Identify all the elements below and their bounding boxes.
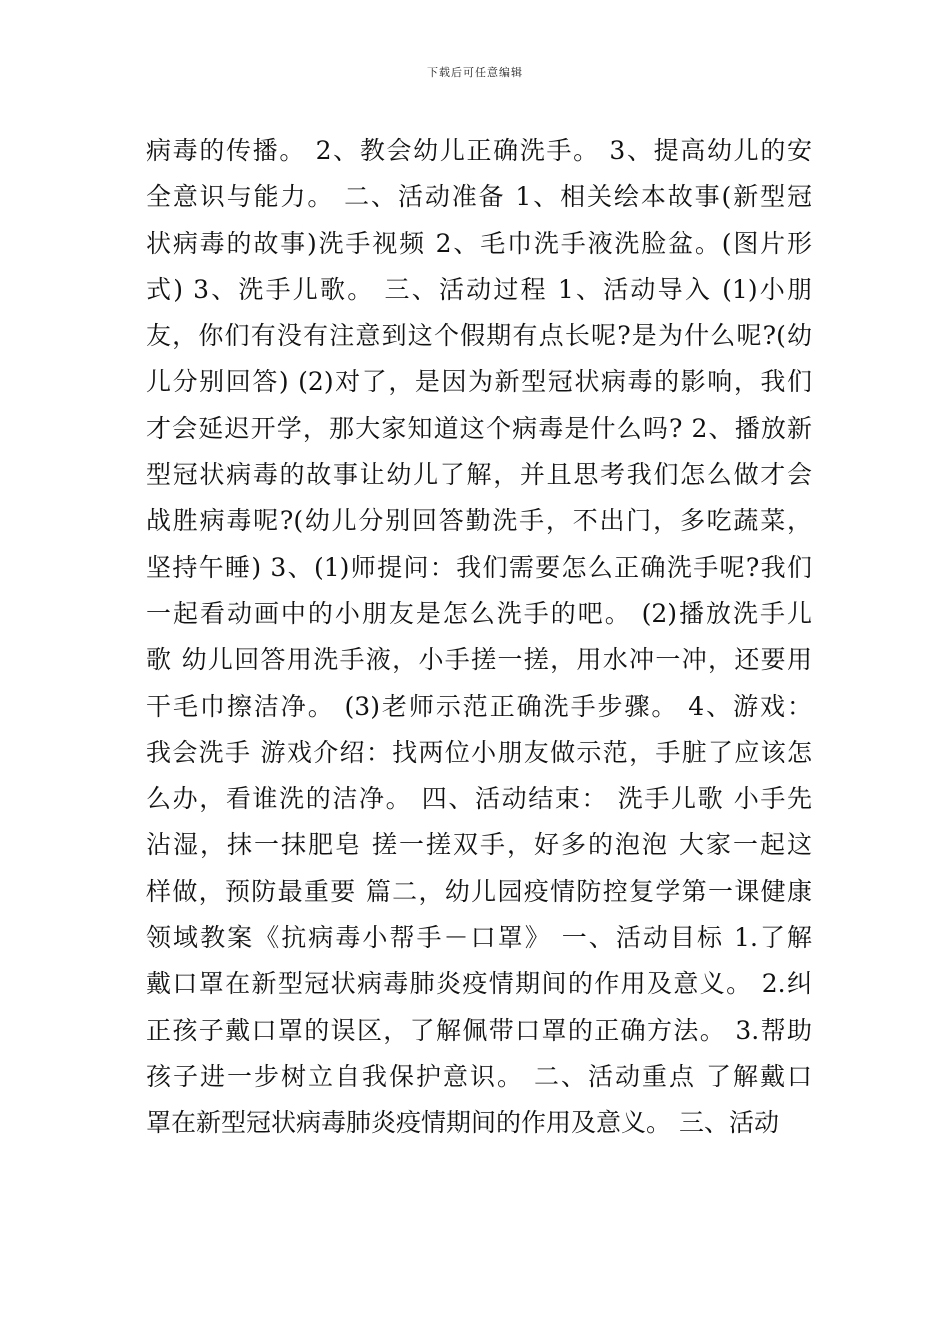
text-line-12: 歌 幼儿回答用洗手液，小手搓一搓，用水冲一冲，还要用 [146, 645, 812, 675]
text-line-11: 一起看动画中的小朋友是怎么洗手的吧。 (2)播放洗手儿 [146, 598, 812, 628]
text-line-5: 友，你们有没有注意到这个假期有点长呢?是为什么呢?(幼 [146, 321, 812, 351]
text-line-15: 么办，看谁洗的洁净。 四、活动结束： 洗手儿歌 小手先 [146, 784, 812, 814]
text-line-20: 正孩子戴口罩的误区，了解佩带口罩的正确方法。 3.帮助 [146, 1015, 812, 1045]
text-line-13: 干毛巾擦洁净。 (3)老师示范正确洗手步骤。 4、游戏： [146, 691, 812, 721]
text-line-3: 状病毒的故事)洗手视频 2、毛巾洗手液洗脸盆。(图片形 [146, 228, 812, 258]
text-line-9: 战胜病毒呢?(幼儿分别回答勤洗手，不出门，多吃蔬菜， [146, 506, 812, 536]
text-line-18: 领域教案《抗病毒小帮手－口罩》 一、活动目标 1.了解 [146, 923, 812, 953]
text-line-17: 样做，预防最重要 篇二，幼儿园疫情防控复学第一课健康 [146, 876, 812, 906]
document-body [146, 128, 812, 1147]
text-line-14: 我会洗手 游戏介绍：找两位小朋友做示范，手脏了应该怎 [146, 737, 812, 767]
text-line-2: 全意识与能力。 二、活动准备 1、相关绘本故事(新型冠 [146, 182, 812, 212]
text-line-8: 型冠状病毒的故事让幼儿了解，并且思考我们怎么做才会 [146, 460, 812, 490]
page-header-note: 下载后可任意编辑 [427, 66, 523, 79]
text-line-22: 罩在新型冠状病毒肺炎疫情期间的作用及意义。 三、活动 [146, 1108, 779, 1138]
text-line-7: 才会延迟开学，那大家知道这个病毒是什么吗? 2、播放新 [146, 413, 812, 443]
text-line-19: 戴口罩在新型冠状病毒肺炎疫情期间的作用及意义。 2.纠 [146, 969, 812, 999]
text-line-16: 沾湿，抹一抹肥皂 搓一搓双手，好多的泡泡 大家一起这 [146, 830, 812, 860]
text-line-1: 病毒的传播。 2、教会幼儿正确洗手。 3、提高幼儿的安 [146, 136, 812, 165]
text-line-21: 孩子进一步树立自我保护意识。 二、活动重点 了解戴口 [146, 1061, 812, 1091]
text-line-4: 式) 3、洗手儿歌。 三、活动过程 1、活动导入 (1)小朋 [146, 274, 812, 304]
text-line-6: 儿分别回答) (2)对了，是因为新型冠状病毒的影响，我们 [146, 367, 812, 397]
text-line-10: 坚持午睡) 3、(1)师提问：我们需要怎么正确洗手呢?我们 [146, 552, 812, 582]
